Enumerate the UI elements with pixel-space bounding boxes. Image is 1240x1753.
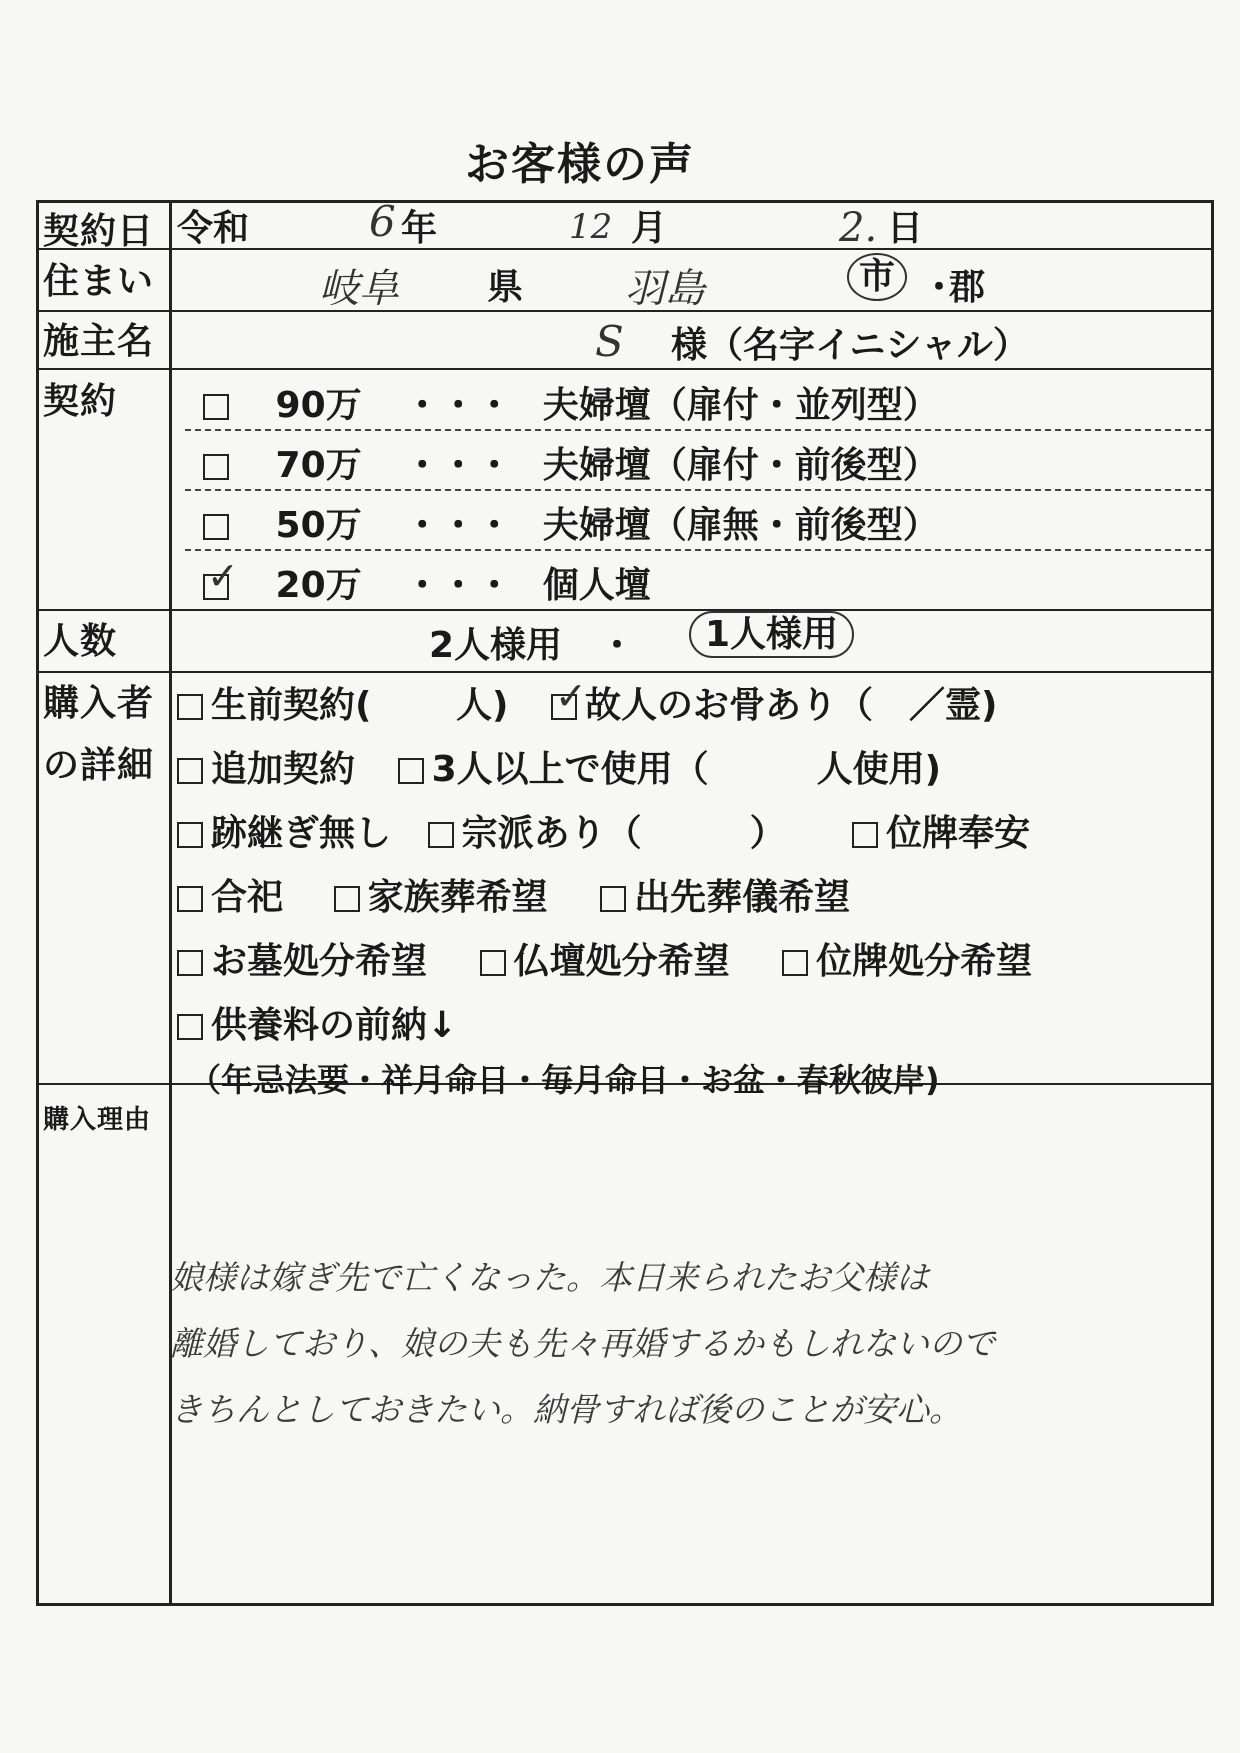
- reason-line: きちんとしておきたい。納骨すれば後のことが安心。: [170, 1390, 962, 1429]
- details-row: [177, 677, 997, 728]
- year-unit: 年: [401, 208, 438, 249]
- client-initial-value: S: [595, 317, 624, 366]
- contract-month-value: 12: [569, 207, 613, 247]
- detail-option[interactable]: お墓処分希望: [177, 941, 427, 982]
- people-label: 人数: [43, 621, 118, 662]
- page-title: お客様の声: [465, 139, 695, 190]
- separator: ・: [921, 267, 958, 308]
- reason-line: 離婚しており、娘の夫も先々再婚するかもしれないので: [170, 1324, 995, 1363]
- residence-label: 住まい: [43, 261, 155, 302]
- reason-line: 娘様は嫁ぎ先で亡くなった。本日来られたお父様は: [170, 1258, 929, 1297]
- checkbox-50[interactable]: [203, 514, 229, 540]
- buyer-details-label-2: の詳細: [43, 745, 155, 786]
- contract-year-value: 6: [369, 197, 396, 246]
- checkbox-20[interactable]: [203, 574, 229, 600]
- details-row: [177, 805, 1030, 856]
- checkbox-90[interactable]: [203, 394, 229, 420]
- contract-option[interactable]: ✓ 20万 ・・・ 個人壇: [203, 557, 651, 608]
- contract-option[interactable]: 70万 ・・・ 夫婦壇（扉付・前後型）: [203, 437, 939, 488]
- day-unit: 日: [887, 208, 924, 249]
- detail-option[interactable]: 跡継ぎ無し: [177, 813, 391, 854]
- detail-option[interactable]: 供養料の前納↓: [177, 1005, 457, 1046]
- contract-option[interactable]: 90万 ・・・ 夫婦壇（扉付・並列型）: [203, 377, 939, 428]
- client-name-label: 施主名: [43, 321, 155, 362]
- detail-option[interactable]: 仏壇処分希望: [480, 941, 730, 982]
- contract-label: 契約: [43, 381, 118, 422]
- city-value: 羽島: [625, 266, 705, 312]
- client-name-suffix: 様（名字イニシャル）: [671, 325, 1029, 366]
- era-label: 令和: [177, 208, 250, 249]
- month-unit: 月: [631, 208, 668, 249]
- detail-option[interactable]: 家族葬希望: [334, 877, 548, 918]
- people-option-two[interactable]: 2人様用: [429, 625, 563, 666]
- detail-option[interactable]: 位牌奉安: [852, 813, 1030, 854]
- detail-option[interactable]: 追加契約: [177, 749, 355, 790]
- detail-option[interactable]: 生前契約( 人): [177, 685, 508, 726]
- people-separator: ・: [599, 625, 636, 666]
- purchase-reason-text: [170, 1245, 1180, 1443]
- detail-option[interactable]: 位牌処分希望: [782, 941, 1032, 982]
- details-row: [177, 997, 457, 1048]
- prefecture-unit: 県: [487, 267, 524, 308]
- city-unit-circled: 市: [847, 253, 907, 301]
- people-option-one-circled[interactable]: 1人様用: [689, 611, 854, 658]
- details-row: [177, 741, 941, 792]
- buyer-details-label-1: 購入者: [43, 683, 155, 724]
- contract-option[interactable]: 50万 ・・・ 夫婦壇（扉無・前後型）: [203, 497, 939, 548]
- detail-option[interactable]: 宗派あり（ ）: [428, 813, 786, 854]
- county-unit: 郡: [949, 267, 986, 308]
- contract-day-value: 2.: [839, 205, 878, 251]
- detail-option[interactable]: 合祀: [177, 877, 283, 918]
- purchase-reason-label: 購入理由: [43, 1105, 152, 1135]
- details-row: [177, 933, 1032, 984]
- details-row: [177, 869, 850, 920]
- checkbox-70[interactable]: [203, 454, 229, 480]
- contract-date-label: 契約日: [43, 211, 155, 252]
- prepay-note: （年忌法要・祥月命日・毎月命日・お盆・春秋彼岸): [189, 1061, 940, 1099]
- detail-option[interactable]: 3人以上で使用（ 人使用): [398, 749, 942, 790]
- prefecture-value: 岐阜: [319, 266, 399, 312]
- detail-option[interactable]: 出先葬儀希望: [600, 877, 850, 918]
- detail-option[interactable]: ✓ 故人のお骨あり（ ／霊): [551, 685, 997, 726]
